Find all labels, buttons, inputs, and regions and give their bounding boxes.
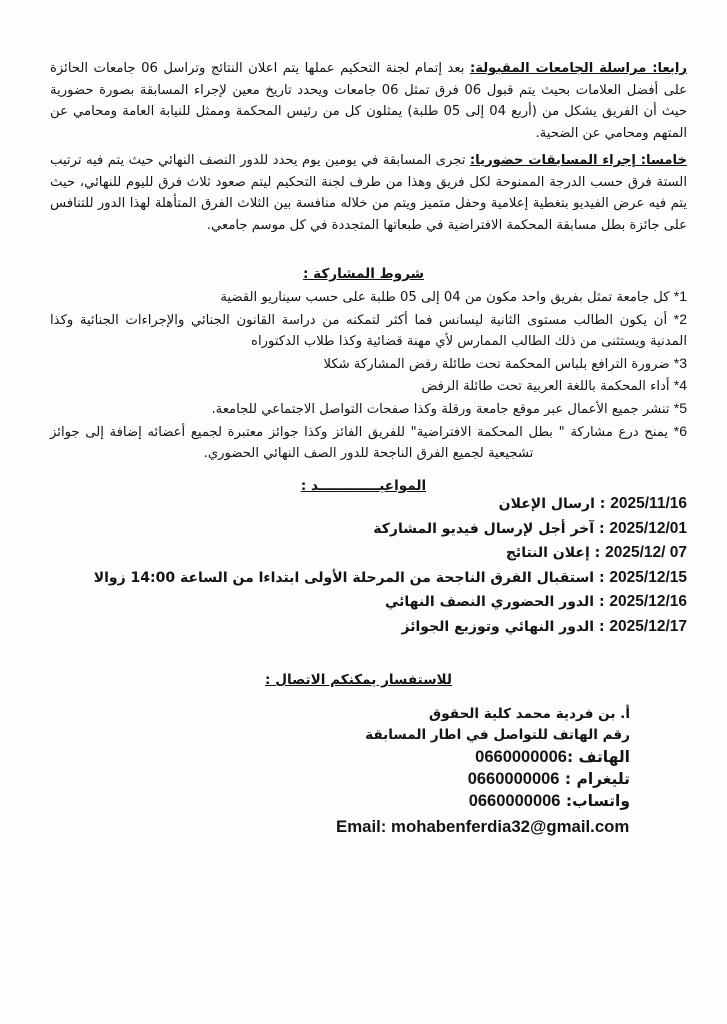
contact-title: للاستفسار يمكنكم الاتصال : xyxy=(265,672,452,688)
schedule-item: 2025/12/ 07 : إعلان النتائج xyxy=(505,544,687,561)
schedule-item: 2025/12/01 : آخر أجل لإرسال فيديو المشاركة xyxy=(373,519,687,537)
phone-number[interactable]: 0660000006 xyxy=(475,748,567,766)
contact-name: أ. بن فردية محمد كلية الحقوق xyxy=(429,706,630,722)
schedule-list xyxy=(20,492,687,639)
conditions-list xyxy=(50,286,687,465)
contact-email: Email: mohabenferdia32@gmail.com xyxy=(336,817,630,836)
contact-whatsapp: واتساب: 0660000006 xyxy=(468,792,630,810)
section-five xyxy=(50,150,687,236)
contact-phone: الهاتف :0660000006 xyxy=(475,748,630,766)
schedule-item: 2025/12/17 : الدور النهائي وتوزيع الجوائز xyxy=(401,617,687,635)
section-four xyxy=(50,58,687,144)
condition-item: 6* يمنح درع مشاركة " بطل المحكمة الافتراضية" للفريق الفائز وكذا جوائز معتبرة لجميع أعضائه إضافة إلى جوائز تشجيعية لجميع الفرق الناجحة للدور الصف النهائي الحضوري. xyxy=(50,422,687,462)
conditions-title: شروط المشاركة : xyxy=(302,266,425,282)
whatsapp-number[interactable]: 0660000006 xyxy=(468,792,561,810)
condition-item: 2* أن يكون الطالب مستوى الثانية ليسانس فما أكثر لتمكنه من دراسة القانون الجنائي والإجراءات الجنائية وكذا المدنية ويستثنى من ذلك الطالب الممارس لأي مهنة قضائية وكذا طلاب الدكتوراه xyxy=(50,310,687,350)
schedule-title: المواعيـــــــــــــد : xyxy=(300,478,427,494)
telegram-number[interactable]: 0660000006 xyxy=(467,770,560,788)
condition-item: 5* تنشر جميع الأعمال عبر موقع جامعة ورقلة وكذا صفحات التواصل الاجتماعي للجامعة. xyxy=(211,399,687,417)
condition-item: 4* أداء المحكمة باللغة العربية تحت طائلة الرفض xyxy=(421,377,687,395)
section-four-text: بعد إتمام لجنة التحكيم عملها يتم اعلان النتائج وتراسل 06 جامعات الحائزة على أفضل العلامات بحيث يتم قبول 06 فرق تمثل 06 جامعات ويحدد تاريخ معين لإجراء المسابقة بصورة حضورية حيث أن الفريق يشكل من (أربع 04 إلى 05 طلبة) يمثلون كل من رئيس المحكمة وممثل للنيابة العامة ومحامي عن المتهم ومحامي عن الضحية. xyxy=(50,61,687,141)
email-address[interactable]: mohabenferdia32@gmail.com xyxy=(391,817,630,836)
schedule-item: 2025/12/15 : استقبال الفرق الناجحة من المرحلة الأولى ابتداءا من الساعة 14:00 زوالا xyxy=(93,568,687,586)
section-five-heading: خامسا: إجراء المسابقات حضوريا: xyxy=(469,153,687,168)
condition-item: 1* كل جامعة تمثل بفريق واحد مكون من 04 إلى 05 طلبة على حسب سيناريو القضية xyxy=(220,288,687,305)
contact-telegram: تليغرام : 0660000006 xyxy=(467,770,630,788)
section-five-text: تجرى المسابقة في يومين يوم يحدد للدور النصف النهائي حيث يتم فيه ترتيب الستة فرق حسب الدرجة الممنوحة لكل فريق وهذا من طرف لجنة التحكيم ليتم صعود ثلاث فرق لليوم للنهائي، حيث يتم فيه عرض الفيديو بتغطية إعلامية وحفل متميز ويتم من خلاله منافسة بين الثلاث الفرق المتأهلة لهذا الدور للتنافس على جائزة بطل مسابقة المحكمة الافتراضية في طبعاتها المتجددة في كل موسم جامعي. xyxy=(50,153,687,233)
contact-phone-intro: رقم الهاتف للتواصل في اطار المسابقة xyxy=(365,727,630,743)
contact-section xyxy=(50,672,687,812)
schedule-item: 2025/12/16 : الدور الحضوري النصف النهائي xyxy=(385,593,687,610)
section-four-heading: رابعا: مراسلة الجامعات المقبولة: xyxy=(469,61,688,76)
schedule-item: 2025/11/16 : ارسال الإعلان xyxy=(498,495,687,512)
condition-item: 3* ضرورة الترافع بلباس المحكمة تحت طائلة رفض المشاركة شكلا xyxy=(323,354,687,372)
